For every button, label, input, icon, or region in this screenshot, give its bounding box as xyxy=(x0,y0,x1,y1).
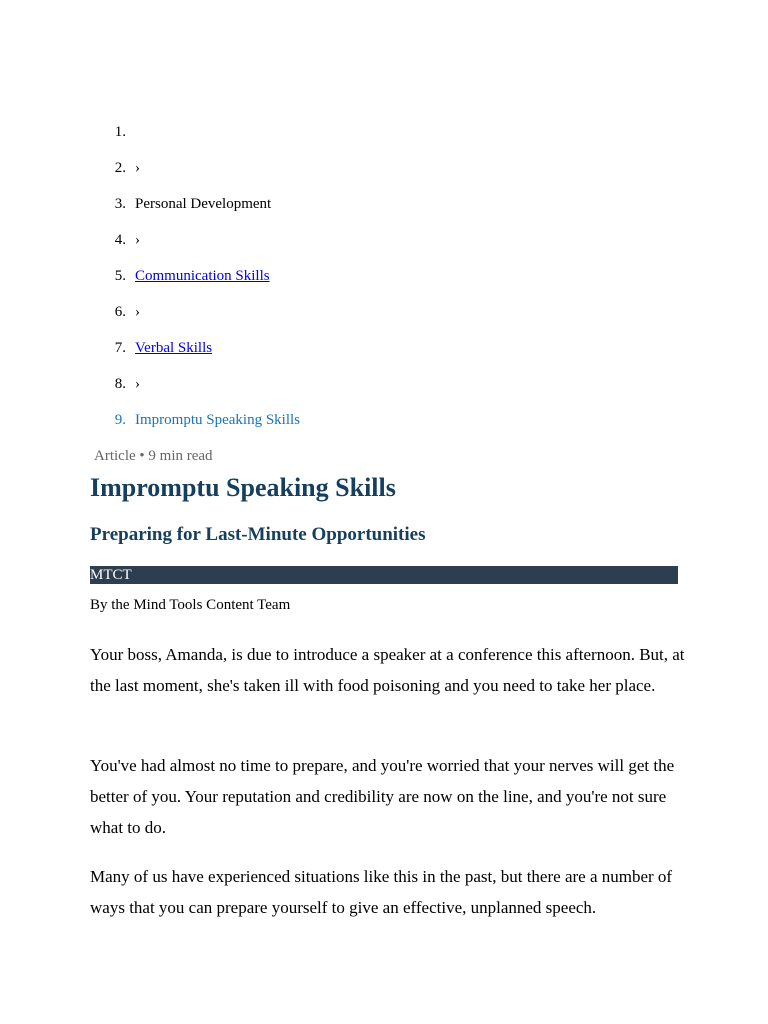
page-title: Impromptu Speaking Skills xyxy=(90,473,396,502)
chevron-right-icon: › xyxy=(135,160,140,176)
breadcrumb-number: 1. xyxy=(114,124,126,140)
breadcrumb-number: 6. xyxy=(114,304,126,320)
breadcrumb-verbal-skills-link[interactable]: Verbal Skills xyxy=(135,340,213,356)
breadcrumb-personal-development-label: Personal Development xyxy=(135,196,272,212)
chevron-right-icon: › xyxy=(135,304,140,320)
breadcrumb-number: 9. xyxy=(114,412,126,428)
chevron-right-icon: › xyxy=(135,376,140,392)
breadcrumb-number: 5. xyxy=(114,268,126,284)
breadcrumb-number: 4. xyxy=(114,232,126,248)
article-paragraph: Many of us have experienced situations like this in the past, but there are a number of ways that you can prepare yourself to give an effective, unplanned speech. xyxy=(90,867,673,917)
article-paragraph: Your boss, Amanda, is due to introduce a speaker at a conference this afternoon. But, at the last moment, she's taken ill with food poisoning and you need to take her place. xyxy=(90,645,685,695)
breadcrumb-number: 7. xyxy=(114,340,126,356)
page-subtitle: Preparing for Last-Minute Opportunities xyxy=(90,524,426,545)
article-paragraph: You've had almost no time to prepare, and you're worried that your nerves will get the better of you. Your reputation and credibility are now on the line, and you're not sure what to do. xyxy=(90,756,675,837)
breadcrumb-current-label: Impromptu Speaking Skills xyxy=(135,412,300,428)
author-tag-bar: MTCT xyxy=(90,566,678,584)
breadcrumb-number: 8. xyxy=(114,376,126,392)
article-meta: Article • 9 min read xyxy=(94,448,213,464)
breadcrumb-communication-skills-link[interactable]: Communication Skills xyxy=(135,268,270,284)
breadcrumb-number: 2. xyxy=(114,160,126,176)
byline: By the Mind Tools Content Team xyxy=(90,597,291,613)
chevron-right-icon: › xyxy=(135,232,140,248)
breadcrumb-number: 3. xyxy=(114,196,126,212)
